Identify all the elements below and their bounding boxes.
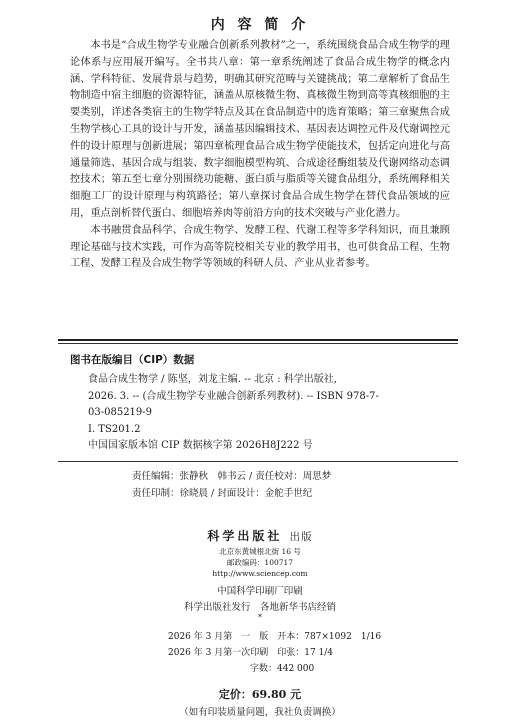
staff-credits [132,468,331,502]
staff-line-editors: 责任编辑：张静秋 韩书云 / 责任校对：周思梦 [132,471,332,482]
publisher-suffix: 出版 [289,531,313,543]
printing-line: 2026 年 3 月第一次印刷 印张：17 1/4 [168,648,334,658]
staff-line-production: 责任印制：徐晓晨 / 封面设计：金舵手世纪 [132,488,313,499]
content-summary [70,38,450,273]
page-title: 内 容 简 介 [210,17,310,33]
publisher-name [0,527,520,544]
separator-star: * [258,613,262,622]
divider-middle [58,461,458,462]
publisher-logo-text: 科学出版社 [207,529,283,543]
cip-line-4: Ⅰ. TS201.2 [88,423,141,435]
cip-line-2: 2026. 3. -- (合成生物学专业融合创新系列教材). -- ISBN 978-7- [88,390,379,402]
summary-paragraph-2: 本书融贯食品科学、合成生物学、发酵工程、代谢工程等多学科知识，而且兼顾理论基础与技术实践，可作为高等院校相关专业的教学用书，也可供食品工程、生物工程、发酵工程及合成生物学等领域的科研人员、产业从业者参考。 [70,224,450,270]
cip-line-1: 食品合成生物学 / 陈坚，刘龙主编. -- 北京 : 科学出版社, [88,374,337,385]
quality-notice: （如有印装质量问题，我社负责调换） [179,707,341,718]
publisher-address: 北京东黄城根北街 16 号 [219,547,301,556]
publisher-postcode: 邮政编码：100717 [226,558,294,567]
publisher-website: http://www.sciencep.com [212,569,308,578]
edition-line: 2026 年 3 月第 一 版 开本：787×1092 1/16 [168,632,382,642]
cip-line-5: 中国国家版本馆 CIP 数据核字第 2026H8J222 号 [88,440,313,451]
summary-paragraph-1: 本书是“合成生物学专业融合创新系列教材”之一，系统围绕食品合成生物学的理论体系与应用展开编写。全书共八章：第一章系统阐述了食品合成生物学的概念内涵、学科特征、发展背景与趋势，明确其研究范畴与关键挑战；第二章解析了食品生物制造中宿主细胞的资源特征，涵盖从原核微生物、真核微生物到高等真核细胞的主要类别，详述各类宿主的生物学特点及其在食品制造中的选育策略；第三章聚焦合成生物学核心工具的设计与开发，涵盖基因编辑技术、基因表达调控元件及代谢调控元件的设计原理与创新进展；第四章梳理食品合成生物学使能技术，包括定向进化与高通量筛选、基因合成与组装、数字细胞模型构筑、合成途径酶组装及代谢网络动态调控技术；第五至七章分别围绕功能糖、蛋白质与脂质等关键食品组分，系统阐释相关细胞工厂的设计原理与构筑路径；第八章探讨食品合成生物学在替代食品领域的应用，重点剖析替代蛋白、细胞培养肉等前沿方向的技术突破与产业化潜力。 [70,40,450,219]
cip-record [70,372,430,455]
printer-line: 中国科学印刷厂印刷 [217,586,303,597]
word-count: 字数：442 000 [250,664,315,674]
distribution-line: 科学出版社发行 各地新华书店经销 [183,602,336,613]
price: 定价：69.80 元 [218,688,302,701]
cip-line-3: 03-085219-9 [88,407,153,418]
divider-top [58,339,458,341]
cip-heading: 图书在版编目（CIP）数据 [70,354,195,366]
divider-top-thin [58,343,458,344]
